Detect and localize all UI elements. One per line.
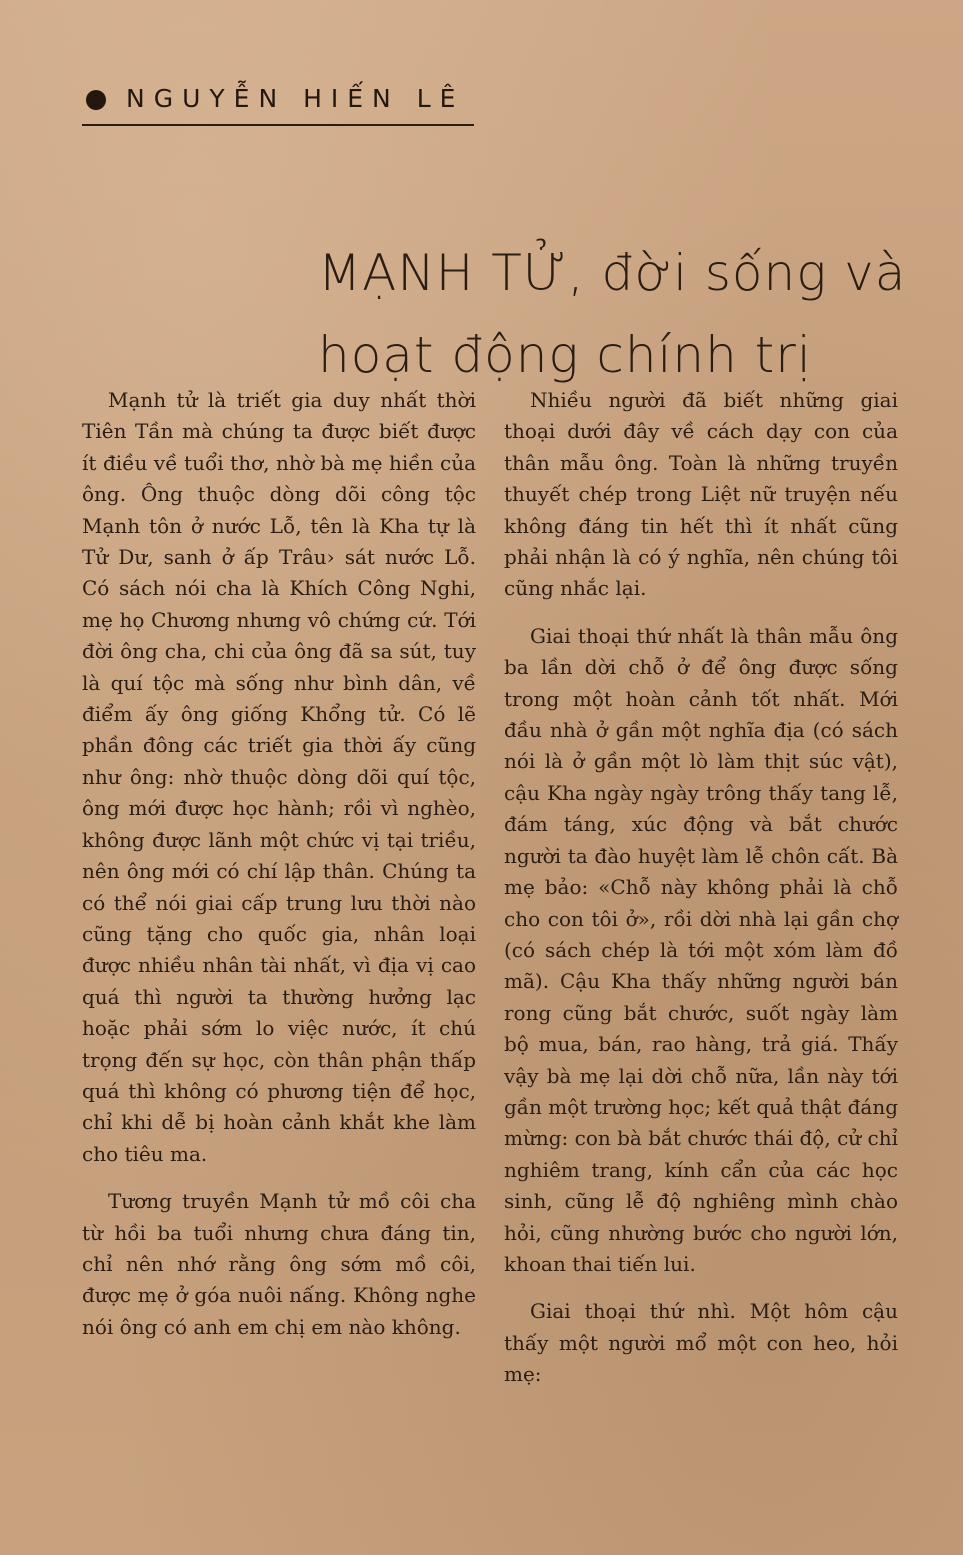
article-title-line-2: hoạt động chính trị <box>318 325 812 384</box>
paragraph: Nhiều người đã biết những giai thoại dưới đây về cách dạy con của thân mẫu ông. Toàn là những truyền thuyết chép trong Liệt nữ truyện nếu không đáng tin hết thì ít nhất cũng phải nhận là có ý nghĩa, nên chúng tôi cũng nhắc lại. <box>504 388 898 601</box>
paragraph: Giai thoại thứ nhất là thân mẫu ông ba lần dời chỗ ở để ông được sống trong một hoàn cảnh tốt nhất. Mới đầu nhà ở gần một nghĩa địa (có sách nói là ở gần một lò làm thịt súc vật), cậu Kha ngày ngày trông thấy tang lễ, đám táng, xúc động và bắt chước người ta đào huyệt làm lễ chôn cất. Bà mẹ bảo: «Chỗ này không phải là chỗ cho con tôi ở», rồi dời nhà lại gần chợ (có sách chép là tới một xóm làm đồ mã). Cậu Kha thấy những người bán rong cũng bắt chước, suốt ngày làm bộ mua, bán, rao hàng, trả giá. Thấy vậy bà mẹ lại dời chỗ nữa, lần này tới gần một trường học; kết quả thật đáng mừng: con bà bắt chước thái độ, cử chỉ nghiêm trang, kính cẩn của các học sinh, cũng lễ độ nghiêng mình chào hỏi, cũng nhường bước cho người lớn, khoan thai tiến lui. <box>504 623 898 1276</box>
paragraph: Tương truyền Mạnh tử mồ côi cha từ hồi ba tuổi nhưng chưa đáng tin, chỉ nên nhớ rằng ông sớm mồ côi, được mẹ ở góa nuôi nấng. Không nghe nói ông có anh em chị em nào không. <box>82 1189 476 1339</box>
left-column <box>82 385 476 1359</box>
bullet-dot-icon <box>86 90 106 110</box>
author-name: NGUYỄN HIẾN LÊ <box>126 84 465 113</box>
article-title-line-1: MẠNH TỬ, đời sống và <box>318 243 907 302</box>
paragraph: Giai thoại thứ nhì. Một hôm cậu thấy một người mổ một con heo, hỏi mẹ: <box>504 1299 898 1387</box>
right-column <box>504 385 898 1407</box>
author-header <box>82 80 474 126</box>
paragraph: Mạnh tử là triết gia duy nhất thời Tiên Tần mà chúng ta được biết được ít điều về tuổi thơ, nhờ bà mẹ hiền của ông. Ông thuộc dòng dõi công tộc Mạnh tôn ở nước Lỗ, tên là Kha tự là Tử Dư, sanh ở ấp Trâu› sát nước Lỗ. Có sách nói cha là Khích Công Nghi, mẹ họ Chương nhưng vô chứng cứ. Tới đời ông cha, chi của ông đã sa sút, tuy là quí tộc mà sống như bình dân, về điểm ấy ông giống Khổng tử. Có lẽ phần đông các triết gia thời ấy cũng như ông: nhờ thuộc dòng dõi quí tộc, ông mới được học hành; rồi vì nghèo, không được lãnh một chức vị tại triều, nên ông mới có chí lập thân. Chúng ta có thể nói giai cấp trung lưu thời nào cũng tặng cho quốc gia, nhân loại được nhiều nhân tài nhất, vì địa vị cao quá thì người ta thường hưởng lạc hoặc phải sớm lo việc nước, ít chú trọng đến sự học, còn thân phận thấp quá thì không có phương tiện để học, chỉ khi dễ bị hoàn cảnh khắt khe làm cho tiêu ma. <box>82 388 476 1166</box>
article-title <box>318 232 918 396</box>
